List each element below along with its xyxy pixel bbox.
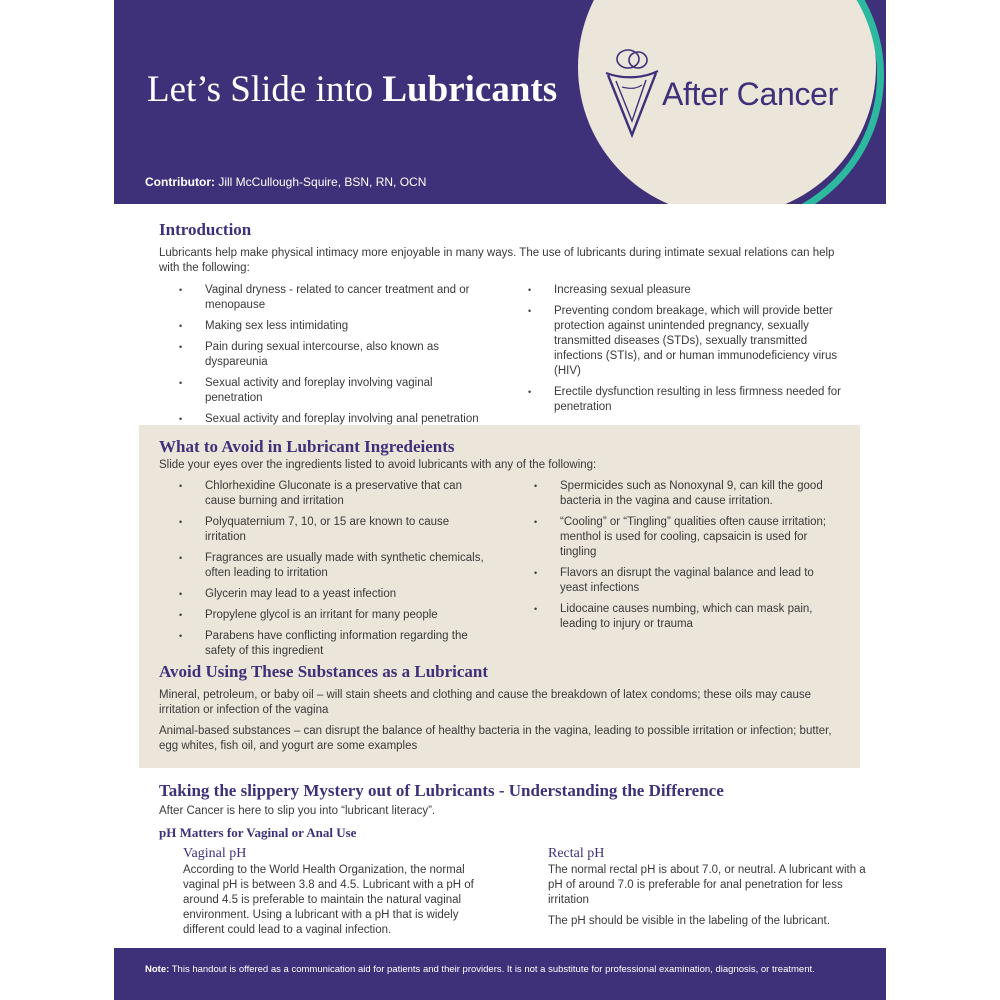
contributor-name: Jill McCullough-Squire, BSN, RN, OCN <box>214 175 427 189</box>
after-cancer-logo-icon <box>602 47 660 139</box>
list-item: • Spermicides such as Nonoxynal 9, can kill the good bacteria in the vagina and cause irritation. <box>514 479 844 509</box>
list-item: • Pain during sexual intercourse, also known as dyspareunia <box>159 340 479 370</box>
substances-heading: Avoid Using These Substances as a Lubricant <box>159 662 489 681</box>
list-item: • Preventing condom breakage, which will provide better protection against unintended pregnancy, sexually transmitted diseases (STDs), sexually transmitted infections (STIs), and or human immunodeficiency virus (HIV) <box>508 304 853 379</box>
list-item: • Propylene glycol is an irritant for many people <box>159 608 484 623</box>
mystery-heading: Taking the slippery Mystery out of Lubricants - Understanding the Difference <box>159 781 724 800</box>
list-item: • Chlorhexidine Gluconate is a preservative that can cause burning and irritation <box>159 479 484 509</box>
intro-lead: Lubricants help make physical intimacy more enjoyable in many ways. The use of lubricants during intimate sexual relations can help with the following: <box>159 247 835 274</box>
page-title <box>147 68 557 111</box>
list-item: • Vaginal dryness - related to cancer treatment and or menopause <box>159 283 479 313</box>
list-item: • “Cooling” or “Tingling” qualities often cause irritation; menthol is used for cooling, capsaicin is used for tingling <box>514 515 844 560</box>
list-item: • Lidocaine causes numbing, which can mask pain, leading to injury or trauma <box>514 602 844 632</box>
ph-heading: pH Matters for Vaginal or Anal Use <box>159 825 357 840</box>
intro-list-right <box>508 283 853 421</box>
logo-text: After Cancer <box>662 76 839 112</box>
list-item: • Making sex less intimidating <box>159 319 479 334</box>
list-item: • Polyquaternium 7, 10, or 15 are known to cause irritation <box>159 515 484 545</box>
list-item: • Glycerin may lead to a yeast infection <box>159 587 484 602</box>
footer-note-bar <box>114 948 886 1000</box>
handout-page <box>114 0 886 1000</box>
avoid-list-left <box>159 479 484 665</box>
footer-note-text: This handout is offered as a communication aid for patients and their providers. It is not a substitute for professional examination, diagnosis, or treatment. <box>169 964 815 975</box>
avoid-heading: What to Avoid in Lubricant Ingredeients <box>159 437 455 456</box>
list-item: • Sexual activity and foreplay involving vaginal penetration <box>159 376 479 406</box>
header-banner <box>114 0 886 204</box>
footer-note-label: Note: <box>145 964 170 975</box>
intro-list-left <box>159 283 479 433</box>
list-item: • Flavors an disrupt the vaginal balance and lead to yeast infections <box>514 566 844 596</box>
rectal-ph-text: The normal rectal pH is about 7.0, or neutral. A lubricant with a pH of around 7.0 is preferable for anal penetration for less irritation <box>548 864 866 906</box>
contributor-label: Contributor: <box>145 175 215 189</box>
substances-paragraph-1: Mineral, petroleum, or baby oil – will stain sheets and clothing and cause the breakdown of latex condoms; these oils may cause irritation or infection of the vagina <box>159 689 812 716</box>
list-item: • Erectile dysfunction resulting in less firmness needed for penetration <box>508 385 853 415</box>
avoid-list-right <box>514 479 844 638</box>
intro-heading: Introduction <box>159 220 252 239</box>
vaginal-ph-text: According to the World Health Organization, the normal vaginal pH is between 3.8 and 4.5. Lubricant with a pH of around 4.5 is preferable to maintain the natural vaginal environment. Using a lubricant with a pH that is widely different could lead to a vaginal infection. <box>183 864 474 936</box>
substances-paragraph-2: Animal-based substances – can disrupt the balance of healthy bacteria in the vagina, leading to possible irritation or infection; butter, egg whites, fish oil, and yogurt are some examples <box>159 725 832 752</box>
mystery-lead: After Cancer is here to slip you into “lubricant literacy”. <box>159 805 436 817</box>
title-bold: Lubricants <box>382 69 558 110</box>
footer-note <box>145 964 815 975</box>
list-item: • Sexual activity and foreplay involving anal penetration <box>159 412 479 427</box>
rectal-ph-title: Rectal pH <box>548 846 605 861</box>
title-light: Let’s Slide into <box>147 69 383 110</box>
list-item: • Fragrances are usually made with synthetic chemicals, often leading to irritation <box>159 551 484 581</box>
rectal-ph-note: The pH should be visible in the labeling of the lubricant. <box>548 915 830 927</box>
list-item: • Parabens have conflicting information regarding the safety of this ingredient <box>159 629 484 659</box>
vaginal-ph-title: Vaginal pH <box>183 846 247 861</box>
list-item: • Increasing sexual pleasure <box>508 283 853 298</box>
contributor-line <box>145 175 426 189</box>
avoid-lead: Slide your eyes over the ingredients listed to avoid lubricants with any of the following: <box>159 459 597 471</box>
